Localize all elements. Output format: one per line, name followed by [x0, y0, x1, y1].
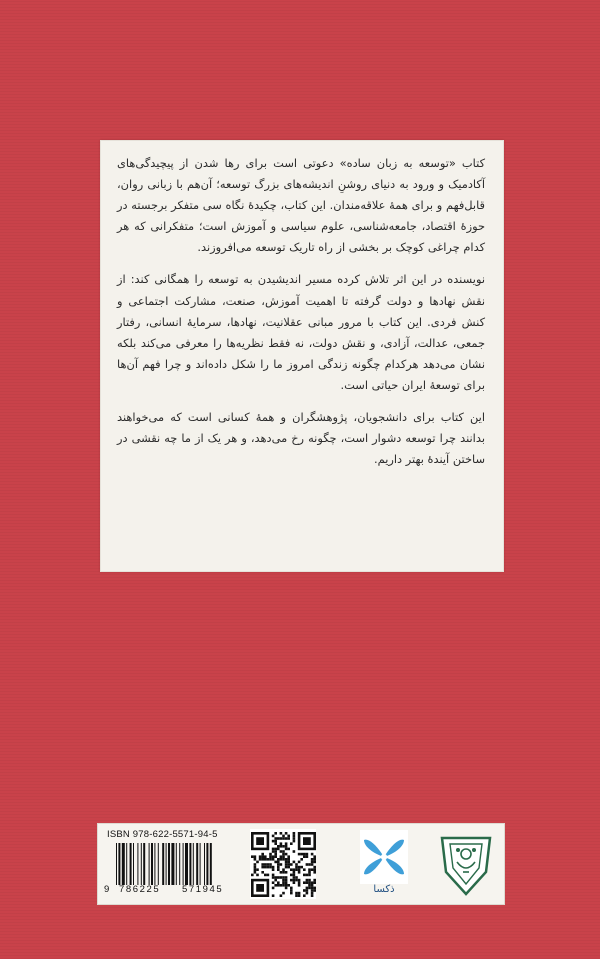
- dexa-logo: [360, 830, 408, 900]
- barcode-digit-lead: 9: [104, 884, 110, 895]
- dexa-four-petal-icon: [360, 830, 408, 884]
- barcode-bars-icon: [116, 843, 240, 885]
- description-paragraph-3: این کتاب برای دانشجویان، پژوهشگران و همهٔ کسانی است که می‌خواهند بدانند چرا توسعه دشوار است، چگونه رخ می‌دهد، و هر یک از ما چه نقشی در ساختن آیندهٔ بهتر داریم.: [117, 410, 485, 467]
- description-paragraph-1: کتاب «توسعه به زبان ساده» دعوتی است برای رها شدن از پیچیدگی‌های آکادمیک و ورود به دنیای روشنِ اندیشه‌های بزرگ توسعه؛ آن‌هم با زبانی روان، قابل‌فهم و برای همهٔ علاقه‌مندان. این کتاب، چکیدهٔ نگاه سی متفکر برجسته در حوزهٔ اقتصاد، جامعه‌شناسی، علوم سیاسی و آموزش است؛ متفکرانی که هر کدام چراغی کوچک بر بخشی از راه تاریک توسعه می‌افروزند.: [117, 156, 485, 255]
- barcode-digit-group-1: 786225: [119, 884, 161, 895]
- description-text: [117, 153, 485, 481]
- publisher-seal-icon: [434, 828, 498, 900]
- isbn-label: ISBN 978-622-5571-94-5: [107, 829, 218, 840]
- description-panel: [100, 140, 504, 572]
- description-paragraph-2: نویسنده در این اثر تلاش کرده مسیر اندیشیدن به توسعه را همگانی کند: از نقش نهادها و دولت گرفته تا اهمیت آموزش، صنعت، مشارکت اجتماعی و کنش فردی. این کتاب با مرور مبانی عقلانیت، نهادها، سرمایهٔ انسانی، رفتار جمعی، عدالت، آزادی، و نقش دولت، نه فقط نظریه‌ها را معرفی می‌کند بلکه نشان می‌دهد هرکدام چگونه زندگی امروز ما را شکل داده‌اند و چرا فهم آن‌ها برای توسعهٔ ایران حیاتی است.: [117, 272, 485, 392]
- publisher-logo: [434, 828, 498, 900]
- isbn-barcode: [104, 829, 244, 901]
- qr-code-icon: [250, 829, 316, 899]
- dexa-label: ذکسا: [373, 884, 395, 895]
- barcode-digit-group-2: 571945: [182, 884, 224, 895]
- barcode-strip: [97, 823, 505, 905]
